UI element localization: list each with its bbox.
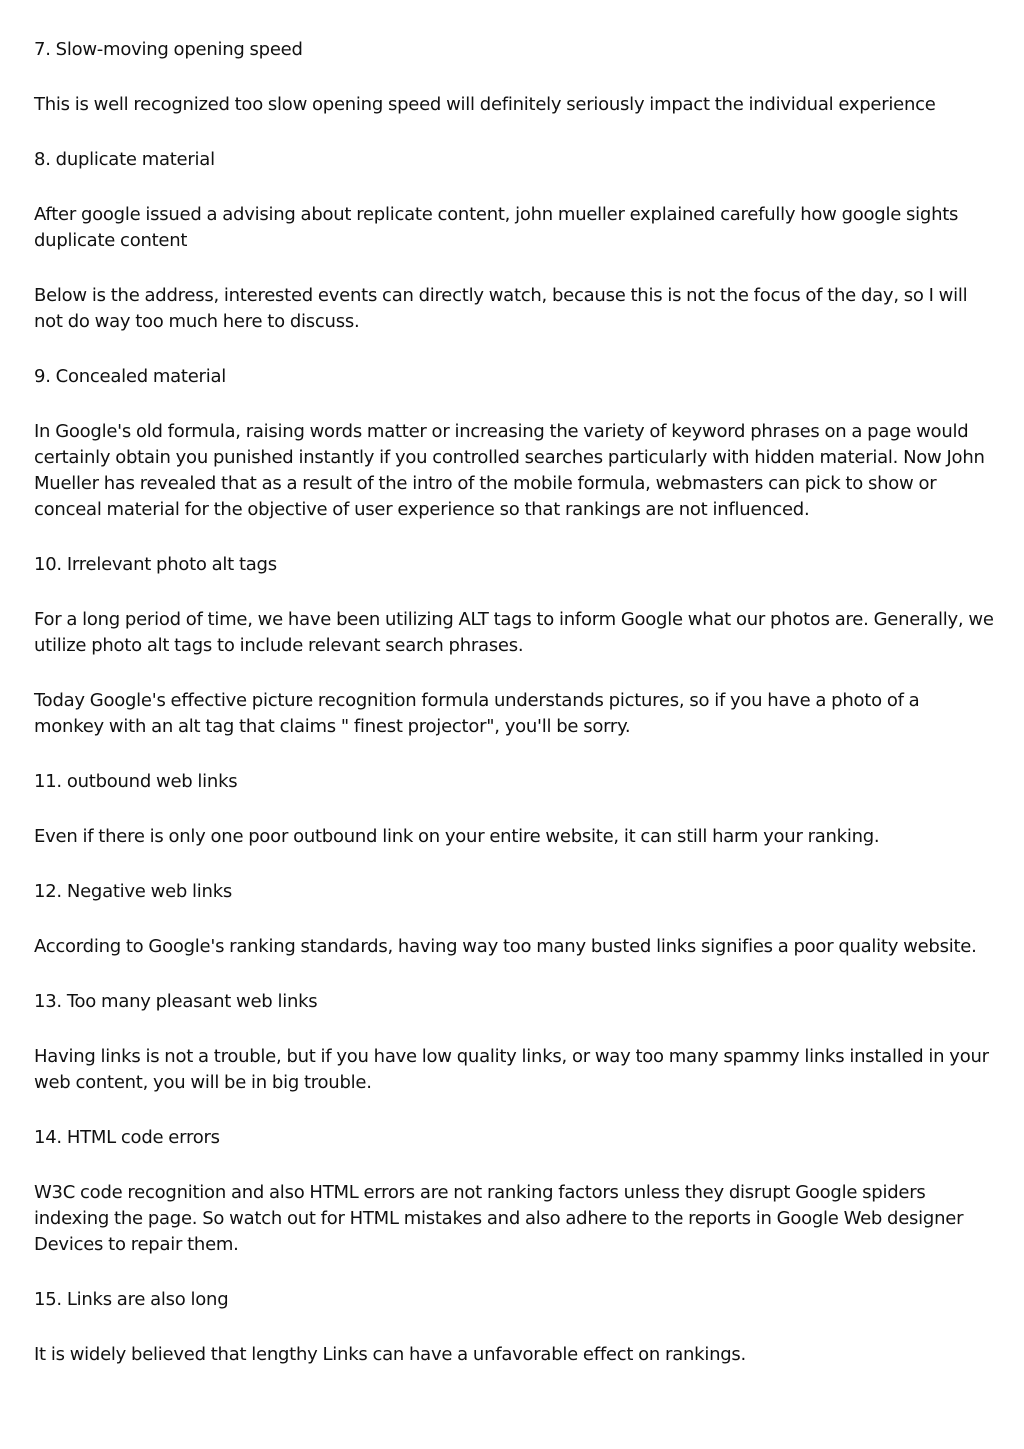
heading-item-8: 8. duplicate material xyxy=(34,149,215,170)
document-body xyxy=(34,37,994,1397)
heading-item-13: 13. Too many pleasant web links xyxy=(34,991,318,1012)
paragraph-spammy-links: Having links is not a trouble, but if you have low quality links, or way too many spammy links installed in your web content, you will be in big trouble. xyxy=(34,1046,989,1093)
paragraph-long-links: It is widely believed that lengthy Links can have a unfavorable effect on rankings. xyxy=(34,1344,747,1365)
paragraph-slow-speed: This is well recognized too slow opening speed will definitely seriously impact the individual experience xyxy=(34,94,936,115)
paragraph-html-errors: W3C code recognition and also HTML errors are not ranking factors unless they disrupt Google spiders indexing the page. So watch out for HTML mistakes and also adhere to the reports in Google Web designer Devices to repair them. xyxy=(34,1182,964,1255)
heading-item-12: 12. Negative web links xyxy=(34,881,233,902)
heading-item-11: 11. outbound web links xyxy=(34,771,238,792)
paragraph-alt-tags: For a long period of time, we have been utilizing ALT tags to inform Google what our photos are. Generally, we utilize photo alt tags to include relevant search phrases. xyxy=(34,609,994,656)
paragraph-negative-links: According to Google's ranking standards, having way too many busted links signifies a poor quality website. xyxy=(34,936,977,957)
paragraph-duplicate-content: After google issued a advising about replicate content, john mueller explained carefully how google sights duplicate content xyxy=(34,204,959,251)
paragraph-outbound-links: Even if there is only one poor outbound link on your entire website, it can still harm your ranking. xyxy=(34,826,880,847)
heading-item-14: 14. HTML code errors xyxy=(34,1127,220,1148)
heading-item-7: 7. Slow-moving opening speed xyxy=(34,39,303,60)
paragraph-concealed-material: In Google's old formula, raising words matter or increasing the variety of keyword phrases on a page would certainly obtain you punished instantly if you controlled searches particularly with hidden material. Now John Mueller has revealed that as a result of the intro of the mobile formula, webmasters can pick to show or conceal material for the objective of user experience so that rankings are not influenced. xyxy=(34,421,985,520)
paragraph-address-note: Below is the address, interested events can directly watch, because this is not the focus of the day, so I will not do way too much here to discuss. xyxy=(34,285,968,332)
paragraph-picture-recognition: Today Google's effective picture recognition formula understands pictures, so if you have a photo of a monkey with an alt tag that claims " finest projector", you'll be sorry. xyxy=(34,690,920,737)
heading-item-15: 15. Links are also long xyxy=(34,1289,229,1310)
heading-item-10: 10. Irrelevant photo alt tags xyxy=(34,554,277,575)
heading-item-9: 9. Concealed material xyxy=(34,366,226,387)
